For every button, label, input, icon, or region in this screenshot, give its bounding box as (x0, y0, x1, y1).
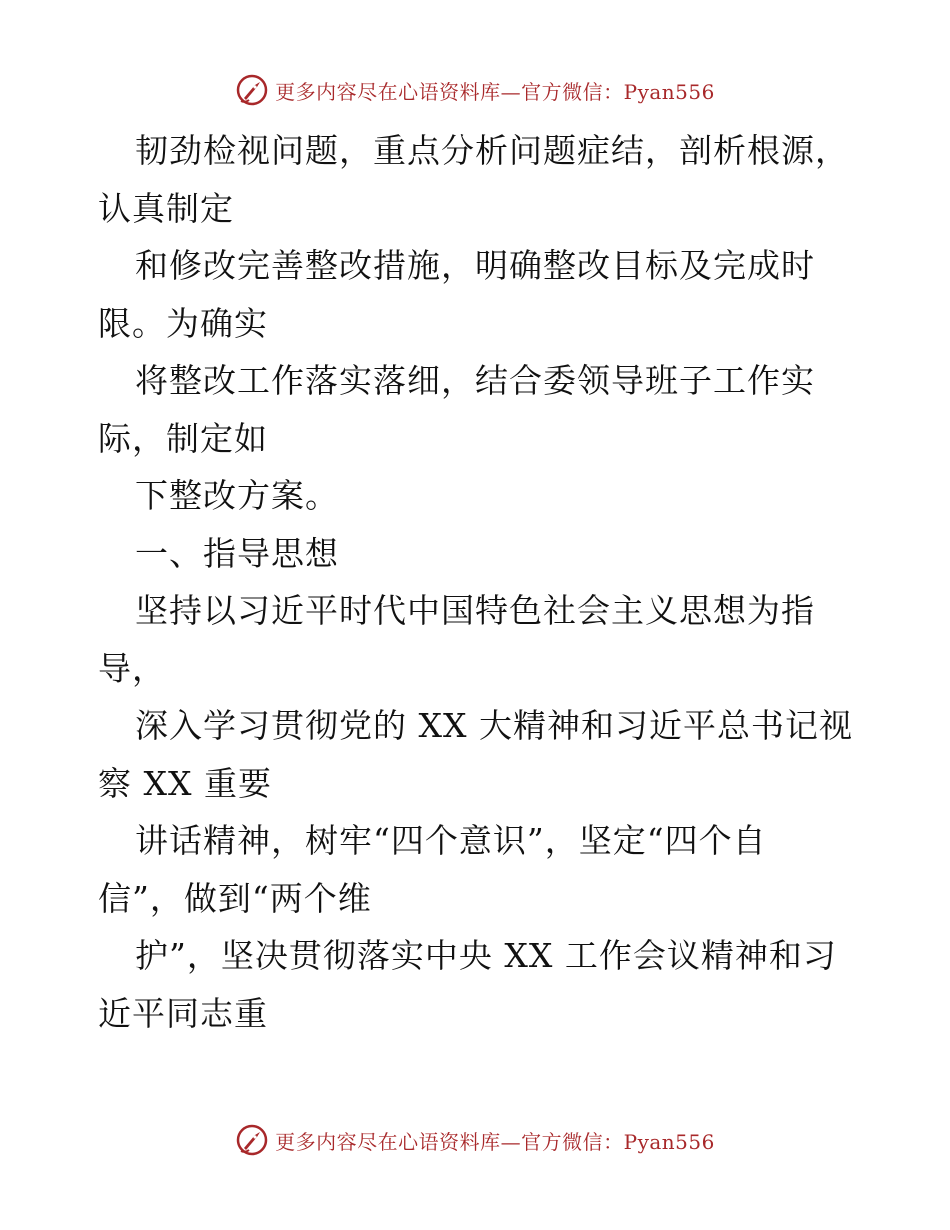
section-heading: 一、指导思想 (135, 533, 339, 573)
body-line: 深入学习贯彻党的 XX 大精神和习近平总书记视 (135, 706, 853, 745)
header-banner-text: 更多内容尽在心语资料库—官方微信：Pyan556 (275, 79, 715, 104)
body-line: 韧劲检视问题，重点分析问题症结，剖析根源， (135, 131, 849, 170)
header-banner (0, 70, 950, 110)
body-line: 信”，做到“两个维 (98, 878, 372, 918)
body-line: 近平同志重 (98, 993, 268, 1033)
body-line: 认真制定 (98, 188, 234, 228)
document-body (98, 122, 868, 1042)
body-line: 护”，坚决贯彻落实中央 XX 工作会议精神和习 (135, 936, 837, 975)
body-line: 限。为确实 (98, 303, 268, 343)
body-line: 和修改完善整改措施，明确整改目标及完成时 (135, 246, 815, 285)
footer-banner (0, 1120, 950, 1160)
pen-nib-logo-icon (235, 1123, 269, 1157)
body-line: 将整改工作落实落细，结合委领导班子工作实 (135, 361, 815, 400)
pen-nib-logo-icon (235, 73, 269, 107)
body-line: 下整改方案。 (135, 476, 339, 515)
body-line: 讲话精神，树牢“四个意识”，坚定“四个自 (135, 821, 767, 860)
footer-banner-text: 更多内容尽在心语资料库—官方微信：Pyan556 (275, 1129, 715, 1154)
body-line: 导， (98, 648, 166, 688)
body-line: 际，制定如 (98, 418, 268, 458)
body-line: 坚持以习近平时代中国特色社会主义思想为指 (135, 591, 815, 630)
body-line: 察 XX 重要 (98, 763, 272, 803)
